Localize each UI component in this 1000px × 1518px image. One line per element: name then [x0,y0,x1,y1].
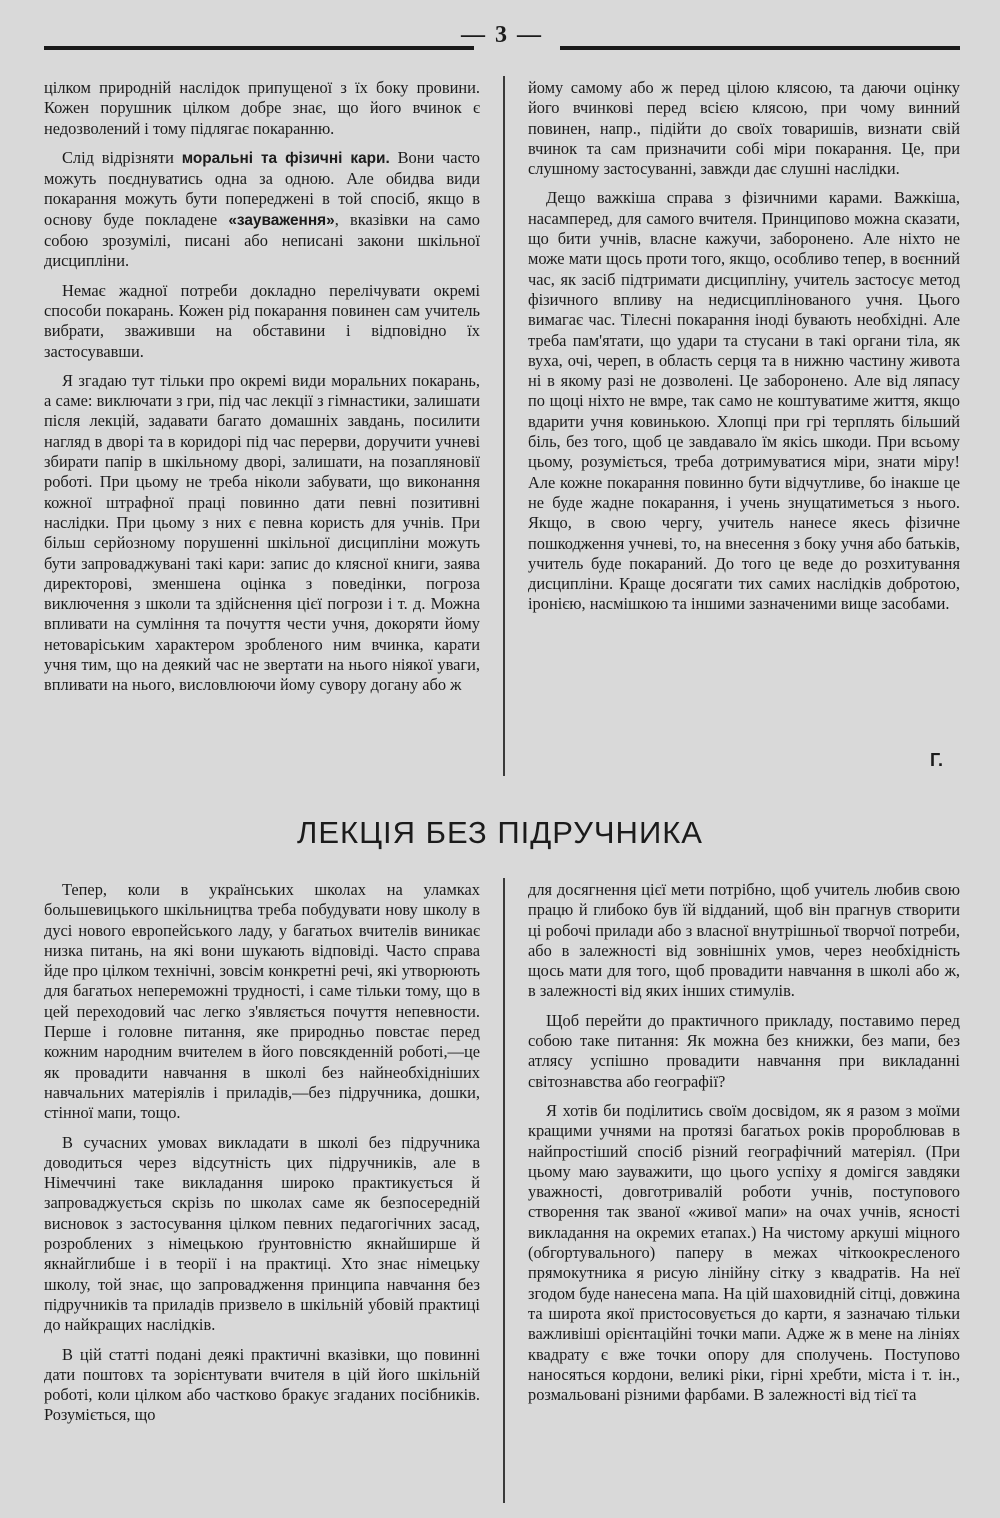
paragraph: Щоб перейти до практичного прикладу, поставимо перед собою таке питання: Як можна без книжки, без мапи, без атлясу успішно провадити навчання при викладанні світознавства або географії? [528,1010,960,1091]
page-number: — 3 — [461,22,543,48]
paragraph [44,148,480,272]
article-right-column [528,880,960,1414]
text-run: , вказівки на само собою зрозумілі, писані або неписані закони шкільної дисципліни. [44,209,480,271]
paragraph: Тепер, коли в українських школах на уламках большевицького шкільництва треба побудувати нову школу в дусі нового европейського ладу, у багатьох вчителів виникає низка питань, на які вони шукають відповіді. Часто справа йде про цілком технічні, зовсім конкретні речі, які утворюють для багатьох непереможні трудності, і саме тільки тому, що в цей переходовий час легко з'являється почуття непевности. Перше і головне питання, яке природньо повстає перед кожним народним вчителем в його повсякденній роботі,—це як провадити навчання в школі без найнеобхідніших навчальних матеріялів і приладів,—без підручника, дошки, стінної мапи, тощо. [44,880,480,1123]
paragraph: В цій статті подані деякі практичні вказівки, що повинні дати поштовх та зорієнтувати вчителя в цій його шкільній роботі, коли цілком або частково бракує згаданих посібників. Розуміється, що [44,1344,480,1425]
paragraph: цілком природній наслідок припущеної з їх боку провини. Кожен порушник цілком добре знає, що його вчинок є недозволений і тому підлягає покаранню. [44,78,480,138]
paragraph: В сучасних умовах викладати в школі без підручника доводиться через відсутність цих підручників, але в Німеччині таке викладання широко практикується й запроваджується скрізь по школах саме як безпосередній висновок з застосування цілком певних педагогічних засад, розроблених з німецькою ґрунтовністю якнайширше й якнайглибше і в теорії і на практиці. Хто знає німецьку школу, той знає, що запровадження принципа навчання без підручників та приладів призвело в шкільній убовій практиці до найкращих наслідків. [44,1132,480,1335]
column-divider [503,878,505,1503]
article-title: ЛЕКЦІЯ БЕЗ ПІДРУЧНИКА [297,815,703,850]
paragraph: Я згадаю тут тільки про окремі види моральних покарань, а саме: виключати з гри, під час лекції з гімнастики, залишати після лекцій, задавати багато домашніх завдань, посилити нагляд в дворі та в коридорі під час перерви, доручити учневі збирати папір в шкільному дворі, залишати, на позапляновії роботі. При цьому не треба ніколи забувати, що виконання кожної штрафної праці повинно дати певні позитивні наслідки. При цьому з них є певна користь для учнів. При більш серйозному порушенні шкільної дисципліни можуть бути запроваджувані такі кари: запис до клясної книги, заява директорові, зменшена оцінка з поведінки, погроза виключення з школи та здійснення цієї погрози і т. д. Можна впливати на сумління та почуття чести учня, докоряти йому нетоваріським характером зробленого ним вчинка, карати учня тим, що на деякий час не звертати на нього ніякої уваги, впливати на нього, висловлюючи йому сувору догану або ж [44,370,480,695]
paragraph: для досягнення цієї мети потрібно, щоб учитель любив свою працю й глибоко був їй відданий, щоб він прагнув створити ці робочі прилади або з власної внутрішньої творчої потреби, або в залежності від зовнішніх умов, через необхідність щось мати для того, щоб провадити навчання в школі або ж, в залежності від яких інших стимулів. [528,880,960,1001]
header-rule-right [560,46,960,50]
column-divider [503,76,505,776]
text-run: Слід відрізняти [62,147,182,167]
text-run: Вони часто можуть поєднуватись одна за одною. Але обидва види покарання можуть бути попереджені в той спосіб, якщо в основу буде покладене [44,147,480,229]
paragraph: Дещо важкіша справа з фізичними карами. Важкіша, насамперед, для самого вчителя. Принципово можна сказати, що бити учнів, власне кажучи, заборонено. Але ніхто не може мати щось проти того, якщо, особливо тепер, в воєнний час, як засіб підтримати дисципліну, учитель застосує метод фізичного впливу на недисциплінованого учня. Цього вимагає час. Тілесні покарання іноді бувають необхідні. Але треба пам'ятати, що удари та стусани в такі органи тіла, як вуха, очі, череп, в область серця та в нижню частину живота ні в якому разі не дозволені. Це заборонено. Але від ляпасу по щоці ніхто не вмре, так само не коштуватиме життя, якщо вдарити учня ковинькою. Хлопці при грі терплять більший біль, без того, щоб це завдавало їм якісь шкоди. При всьому цьому, розуміється, треба дотримуватися міри, знати міру! Але кожне покарання повинно бути відчутливе, бо інакше це не буде жадне покарання, і учень знущатиметься з нього. Якщо, в свою чергу, учитель нанесе якесь фізичне пошкодження учневі, то, на внесення з боку учня або батьків, учитель буде покараний. До того це веде до розхитування дисципліни. Краще досягати тих самих наслідків добротою, іронією, насмішкою та іншими зазначеними вище засобами. [528,188,960,614]
page-header [44,22,960,52]
prev-article-left-column [44,78,480,705]
prev-article-right-column [528,78,960,624]
paragraph: йому самому або ж перед цілою клясою, та даючи оцінку його вчинкові перед всією клясою, при чому винний повинен, напр., підійти до своїх товаришів, визнати свій вчинок та сам призначити собі міри покарання. Це, при слушному застосуванні, завжди дає слушні наслідки. [528,78,960,179]
bold-term: моральні та фізичні кари. [181,149,390,167]
article-left-column [44,880,480,1435]
bold-term: «зауваження» [228,211,335,229]
paragraph: Я хотів би поділитись своїм досвідом, як я разом з моїми кращими учнями на протязі багатьох років пророблював в найпростіший спосіб різний географічний матеріял. (При цьому маю зауважити, що цього успіху я домігся завдяки уважності, довготривалій роботи учнів, поступового створення так званої «живої мапи» на очах учнів, ясності викладання на окремих етапах.) На чистому аркуші міцного (обгортувального) паперу в межах чіткоокресленого прямокутника я рисую лінійну сітку з квадратів. На неї згодом буде нанесена мапа. На цій шаховидній сітці, довжина та широта якої пристосовується до карти, я зазначаю тільки важливіші орієнтаційні точки мапи. Адже ж в мене на лініях квадрату є вже точки опору для сполучень. Поступово наносяться кордони, великі ріки, гірні хребти, міста і т. ін., розмальовані різними фарбами. В залежності від тієї та [528,1100,960,1405]
paragraph: Немає жадної потреби докладно перелічувати окремі способи покарань. Кожен рід покарання повинен сам учитель вибрати, зваживши на обставини і відповідно їх застосувавши. [44,280,480,361]
author-signature: Г. [930,750,943,770]
